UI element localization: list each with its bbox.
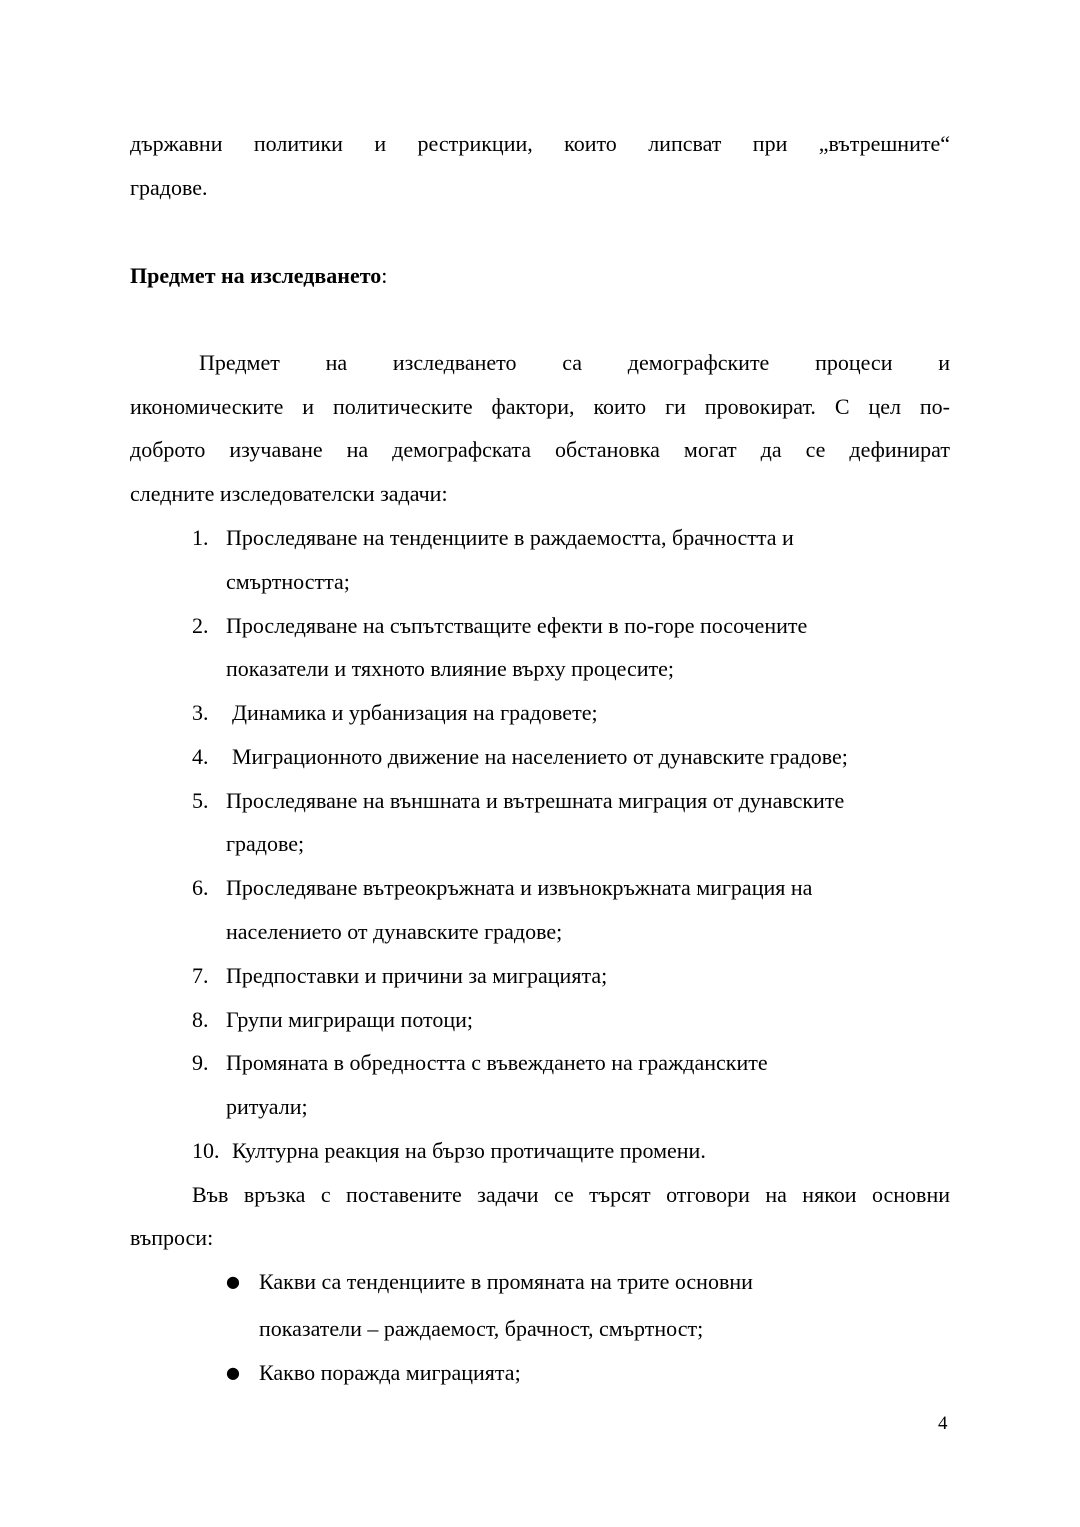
intro-line-2: градове. (130, 175, 208, 200)
list-item-text: Групи мигриращи потоци; (226, 1007, 474, 1032)
intro-line-1: държавни политики и рестрикции, които липсват при „вътрешните“ (130, 131, 950, 156)
list-item-text: Промяната в обредността с въвеждането на гражданските (226, 1050, 768, 1075)
list-item-text: Какви са тенденциите в промяната на трите основни (259, 1269, 753, 1294)
list-item-number: 5. (192, 788, 209, 813)
list-item-text: градове; (226, 831, 305, 856)
paragraph2-line-1: Във връзка с поставените задачи се търсят отговори на някои основни (192, 1182, 950, 1207)
list-item-text: Проследяване на външната и вътрешната миграция от дунавските (226, 788, 845, 813)
list-item-number: 6. (192, 875, 209, 900)
list-item-text: населението от дунавските градове; (226, 919, 563, 944)
bullet-icon: ● (226, 1272, 240, 1291)
list-item-text: Културна реакция на бързо протичащите промени. (232, 1138, 706, 1163)
list-item-number: 4. (192, 744, 209, 769)
list-item-number: 2. (192, 613, 209, 638)
section-heading-title: Предмет на изследването (130, 263, 382, 288)
section-heading (130, 262, 387, 290)
list-item-text: Проследяване на тенденциите в раждаемостта, брачността и (226, 525, 794, 550)
list-item-number: 10. (192, 1138, 220, 1163)
list-item-number: 9. (192, 1050, 209, 1075)
paragraph1-line-4: следните изследователски задачи: (130, 481, 448, 506)
paragraph1-line-2: икономическите и политическите фактори, които ги провокират. С цел по- (130, 394, 950, 419)
list-item-number: 8. (192, 1007, 209, 1032)
paragraph1-line-1: Предмет на изследването са демографските процеси и (199, 350, 950, 375)
bullet-icon: ● (226, 1363, 240, 1382)
list-item-text: Проследяване на съпътстващите ефекти в по-горе посочените (226, 613, 808, 638)
list-item-text: Какво поражда миграцията; (259, 1360, 521, 1385)
page-number: 4 (938, 1413, 948, 1434)
list-item-number: 1. (192, 525, 209, 550)
list-item-text: Проследяване вътреокръжната и извънокръжната миграция на (226, 875, 813, 900)
list-item-text: показатели и тяхното влияние върху процесите; (226, 656, 674, 681)
paragraph2-line-2: въпроси: (130, 1225, 214, 1250)
list-item-number: 3. (192, 700, 209, 725)
list-item-text: смъртността; (226, 569, 350, 594)
list-item-text: Динамика и урбанизация на градовете; (232, 700, 598, 725)
list-item-number: 7. (192, 963, 209, 988)
list-item-text: показатели – раждаемост, брачност, смъртност; (259, 1316, 704, 1341)
list-item-text: ритуали; (226, 1094, 308, 1119)
list-item-text: Миграционното движение на населението от дунавските градове; (232, 744, 848, 769)
paragraph1-line-3: доброто изучаване на демографската обстановка могат да се дефинират (130, 437, 950, 462)
section-heading-colon: : (381, 263, 388, 288)
list-item-text: Предпоставки и причини за миграцията; (226, 963, 608, 988)
